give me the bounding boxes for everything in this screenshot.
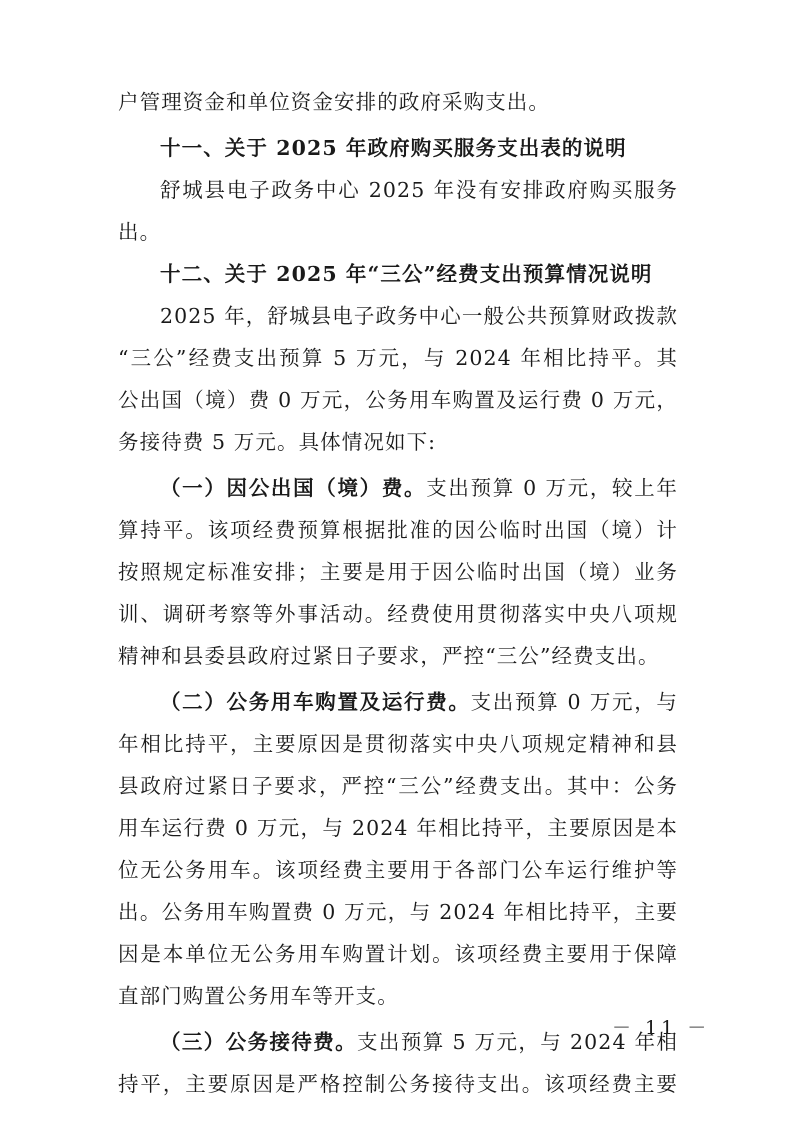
heading-text: （一）因公出国（境）费。 bbox=[160, 476, 427, 500]
text-line bbox=[118, 1063, 678, 1105]
text-line bbox=[118, 723, 678, 765]
text-line bbox=[118, 849, 678, 891]
body-text: 支出预算 0 万元，与 bbox=[470, 690, 678, 714]
body-text: 用车运行费 0 万元，与 2024 年相比持平，主要原因是本 bbox=[118, 816, 678, 840]
text-line bbox=[160, 253, 678, 295]
body-text: 户管理资金和单位资金安排的政府采购支出。 bbox=[118, 90, 550, 114]
heading-text: （二）公务用车购置及运行费。 bbox=[160, 690, 471, 714]
body-text: 2025 年，舒城县电子政务中心一般公共预算财政拨款 bbox=[160, 304, 678, 328]
text-line bbox=[160, 295, 678, 337]
body-text: 务接待费 5 万元。具体情况如下: bbox=[118, 430, 437, 454]
body-text: 因是本单位无公务用车购置计划。该项经费主要用于保障 bbox=[118, 942, 678, 966]
text-line bbox=[118, 337, 678, 379]
text-line bbox=[160, 681, 678, 723]
text-line bbox=[118, 81, 678, 123]
body-text: 县政府过紧日子要求，严控“三公”经费支出。其中：公务 bbox=[118, 774, 678, 798]
page-number: － 11 － bbox=[612, 1017, 711, 1039]
body-text: 精神和县委县政府过紧日子要求，严控“三公”经费支出。 bbox=[118, 644, 660, 668]
body-text: 出。公务用车购置费 0 万元，与 2024 年相比持平，主要 bbox=[118, 900, 678, 924]
body-text: 按照规定标准安排；主要是用于因公临时出国（境）业务 bbox=[118, 560, 678, 584]
body-text: 支出预算 5 万元，与 2024 年相 bbox=[357, 1030, 678, 1054]
text-line bbox=[118, 509, 678, 551]
text-line bbox=[118, 593, 678, 635]
body-text: 舒城县电子政务中心 2025 年没有安排政府购买服务 bbox=[160, 178, 678, 202]
body-text: 直部门购置公务用车等开支。 bbox=[118, 984, 399, 1008]
text-line bbox=[160, 127, 678, 169]
text-line bbox=[118, 379, 678, 421]
text-line bbox=[118, 551, 678, 593]
text-line bbox=[118, 975, 678, 1017]
body-text: 出。 bbox=[118, 220, 162, 244]
heading-text: 十一、关于 2025 年政府购买服务支出表的说明 bbox=[160, 136, 627, 160]
heading-text: （三）公务接待费。 bbox=[160, 1030, 358, 1054]
heading-text: 十二、关于 2025 年“三公”经费支出预算情况说明 bbox=[160, 262, 653, 286]
text-line bbox=[160, 169, 678, 211]
body-text: 年相比持平，主要原因是贯彻落实中央八项规定精神和县 bbox=[118, 732, 678, 756]
body-text: 支出预算 0 万元，较上年 bbox=[426, 476, 678, 500]
text-line bbox=[118, 765, 678, 807]
text-line bbox=[118, 211, 678, 253]
body-text: 公出国（境）费 0 万元，公务用车购置及运行费 0 万元， bbox=[118, 388, 678, 412]
text-line bbox=[118, 891, 678, 933]
text-line bbox=[160, 467, 678, 509]
text-line bbox=[118, 421, 678, 463]
body-text: 位无公务用车。该项经费主要用于各部门公车运行维护等 bbox=[118, 858, 678, 882]
body-text: 训、调研考察等外事活动。经费使用贯彻落实中央八项规 bbox=[118, 602, 678, 626]
text-line bbox=[118, 635, 678, 677]
text-line bbox=[118, 807, 678, 849]
body-text: 算持平。该项经费预算根据批准的因公临时出国（境）计 bbox=[118, 518, 678, 542]
text-line bbox=[160, 1021, 678, 1063]
body-text: 持平，主要原因是严格控制公务接待支出。该项经费主要 bbox=[118, 1072, 678, 1096]
body-text: “三公”经费支出预算 5 万元，与 2024 年相比持平。其 bbox=[118, 346, 678, 370]
text-line bbox=[118, 933, 678, 975]
